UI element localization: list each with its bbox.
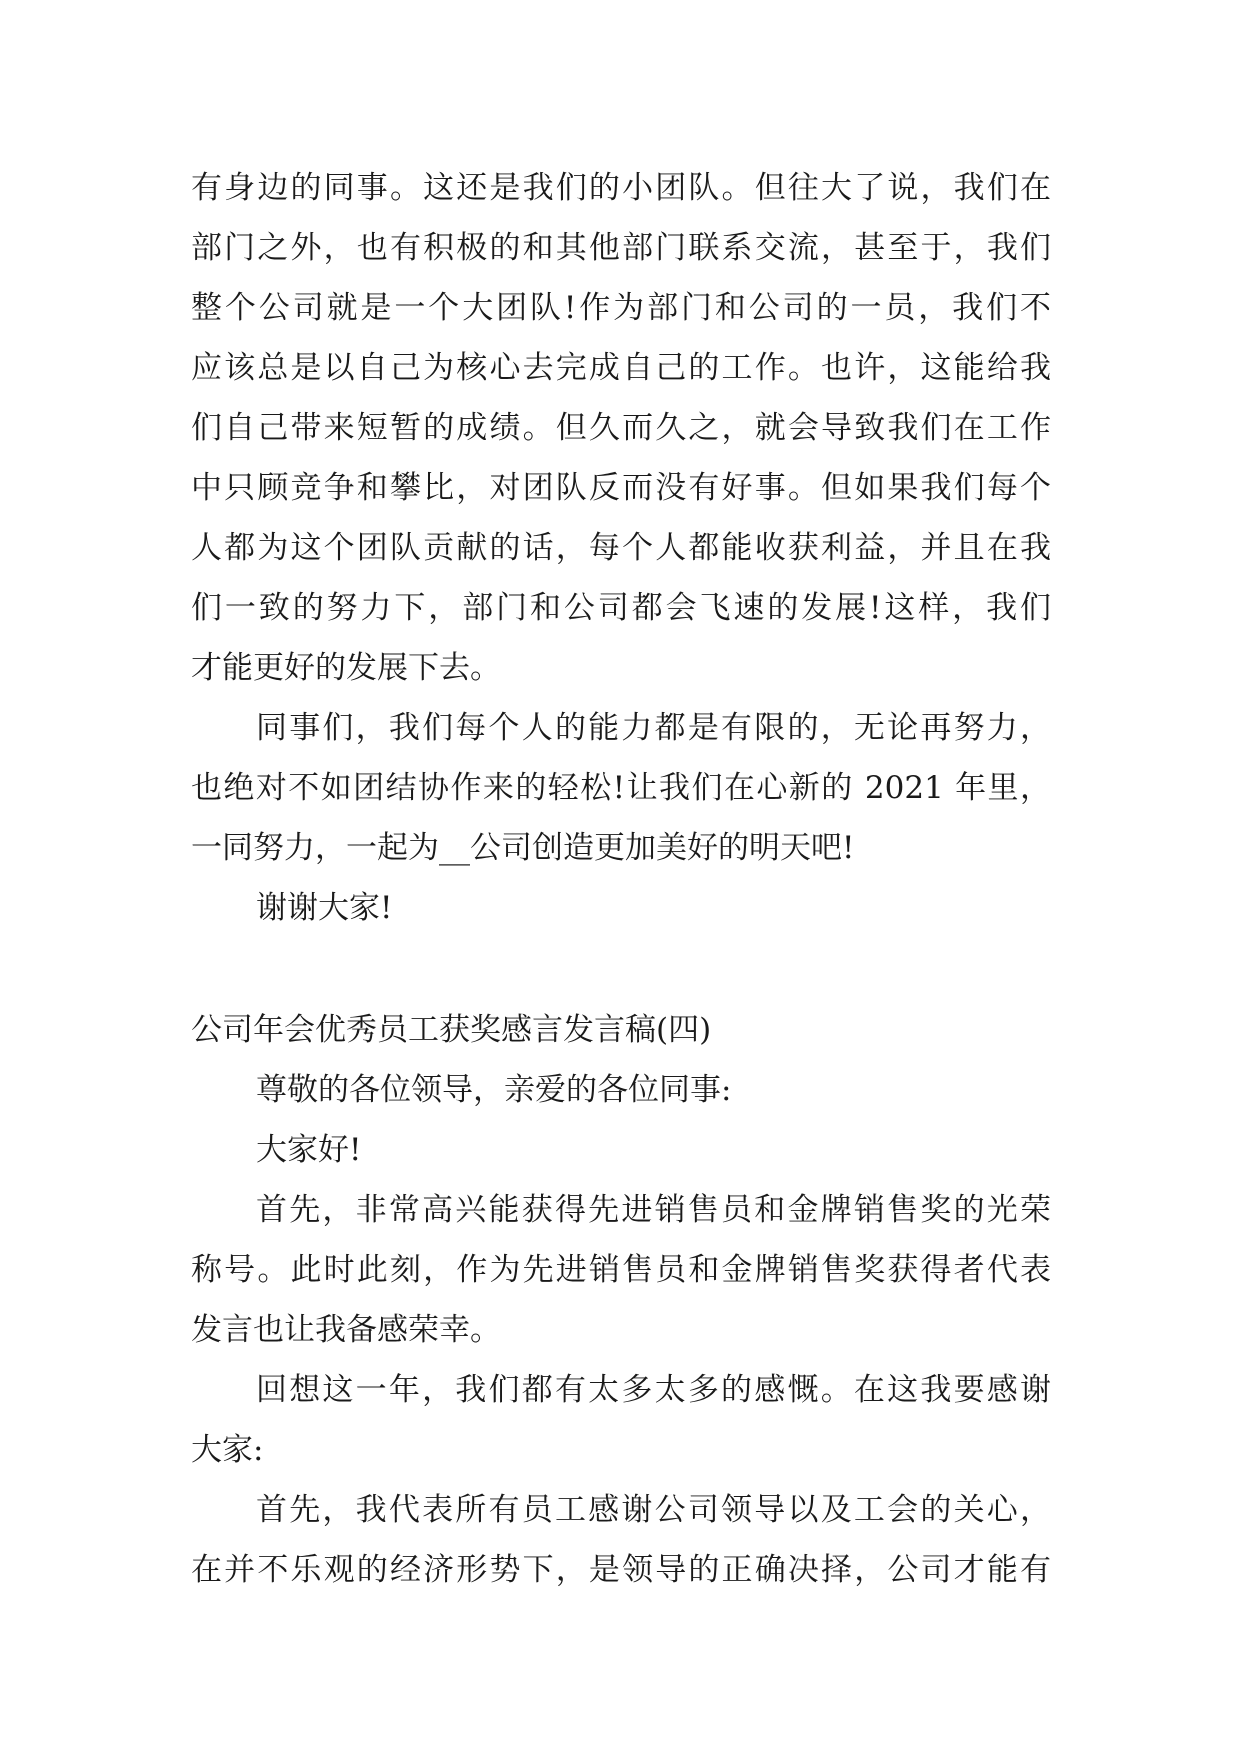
paragraph-line: 大家: (191, 1432, 264, 1468)
paragraph-line: 应该总是以自己为核心去完成自己的工作。也许，这能给我 (191, 350, 1051, 386)
greeting: 大家好! (256, 1132, 362, 1168)
paragraph-line: 部门之外，也有积极的和其他部门联系交流，甚至于，我们 (191, 230, 1051, 266)
paragraph-line: 们一致的努力下，部门和公司都会飞速的发展!这样，我们 (191, 590, 1051, 626)
paragraph-line: 称号。此时此刻，作为先进销售员和金牌销售奖获得者代表 (191, 1252, 1051, 1288)
paragraph-line: 首先，非常高兴能获得先进销售员和金牌销售奖的光荣 (256, 1192, 1051, 1228)
paragraph-line: 也绝对不如团结协作来的轻松!让我们在心新的 2021 年里， (191, 770, 1051, 806)
paragraph-line: 发言也让我备感荣幸。 (191, 1312, 501, 1348)
section-title: 公司年会优秀员工获奖感言发言稿(四) (191, 1012, 712, 1048)
paragraph-line: 同事们，我们每个人的能力都是有限的，无论再努力， (256, 710, 1051, 746)
paragraph-line: 人都为这个团队贡献的话，每个人都能收获利益，并且在我 (191, 530, 1051, 566)
salutation: 尊敬的各位领导，亲爱的各位同事: (256, 1072, 732, 1108)
paragraph-line: 们自己带来短暂的成绩。但久而久之，就会导致我们在工作 (191, 410, 1051, 446)
closing-thanks: 谢谢大家! (256, 890, 393, 926)
paragraph-line: 整个公司就是一个大团队!作为部门和公司的一员，我们不 (191, 290, 1051, 326)
paragraph-line: 首先，我代表所有员工感谢公司领导以及工会的关心， (256, 1492, 1051, 1528)
paragraph-line: 在并不乐观的经济形势下，是领导的正确决择，公司才能有 (191, 1552, 1051, 1588)
paragraph-line: 一同努力，一起为__公司创造更加美好的明天吧! (191, 830, 855, 866)
paragraph-line: 中只顾竞争和攀比，对团队反而没有好事。但如果我们每个 (191, 470, 1051, 506)
paragraph-line: 才能更好的发展下去。 (191, 650, 501, 686)
paragraph-line: 回想这一年，我们都有太多太多的感慨。在这我要感谢 (256, 1372, 1051, 1408)
paragraph-line: 有身边的同事。这还是我们的小团队。但往大了说，我们在 (191, 170, 1051, 206)
